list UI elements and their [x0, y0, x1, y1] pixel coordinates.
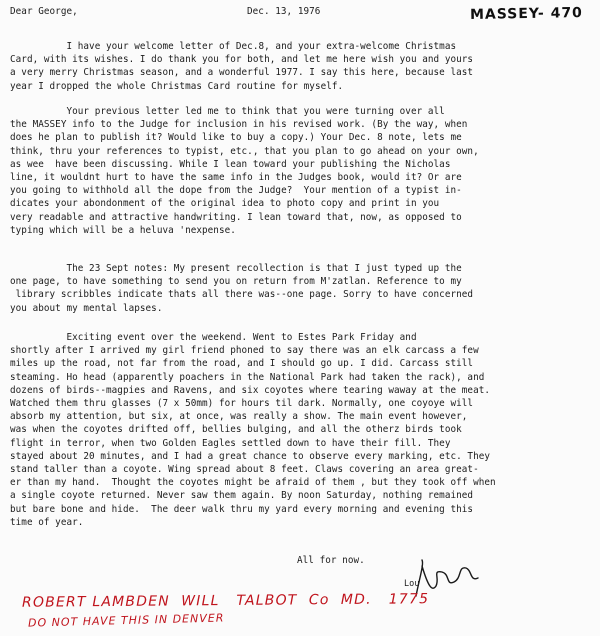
- handwritten-annotation-denver: DO NOT HAVE THIS IN DENVER: [27, 611, 225, 630]
- signature-name: Lou: [404, 579, 420, 589]
- paragraph-elk-carcass: Exciting event over the weekend. Went to Estes Park Friday and shortly after I arrived my girl friend phoned to say there was an elk carcass a few miles up the road, not far from the road, and I should go up. I did. Carcass still steaming. Ho head (apparently poachers in the National Park had taken the rack), and dozens of birds--magpies and Ravens, and six coyotes where tearing waway at the meat. Watched them thru glasses (7 x 50mm) for hours til dark. Normally, one coyoye will absorb my attention, but six, at once, was really a show. The main event however, was when the coyotes drifted off, bellies bulging, and all the otherz birds took flight in terror, when two Golden Eagles settled down to have their fill. They stayed about 20 minutes, and I had a great chance to observe every marking, etc. They stand taller than a coyote. Wing spread about 8 feet. Claws covering an area great- er than my hand. Thought the coyotes might be afraid of them , but they took off when a single coyote returned. Never saw them again. By noon Saturday, nothing remained but bare bone and hide. The deer walk thru my yard every morning and evening this time of year.: [10, 332, 496, 528]
- closing: All for now.: [297, 555, 365, 566]
- paragraph-christmas: I have your welcome letter of Dec.8, and your extra-welcome Christmas Card, with its wishes. I do thank you for both, and let me here wish you and yours a very merry Christmas season, and a wonderful 1977. I say this here, because last year I dropped the whole Christmas Card routine for myself.: [10, 41, 474, 92]
- salutation: Dear George,: [10, 6, 78, 17]
- handwritten-annotation-lambden: ROBERT LAMBDEN WILL TALBOT Co MD. 1775: [21, 591, 430, 611]
- file-reference-handwritten: MASSEY- 470: [469, 5, 583, 23]
- paragraph-sept-notes: The 23 Sept notes: My present recollection is that I just typed up the one page, to have something to send you on return from M'zatlan. Reference to my library scribbles indicate thats all there was--one page. Sorry to have concerned you about my mental lapses.: [10, 263, 474, 314]
- letter-date: Dec. 13, 1976: [247, 6, 321, 17]
- paragraph-massey-info: Your previous letter led me to think that you were turning over all the MASSEY info to the Judge for inclusion in his revised work. (By the way, when does he plan to publish it? Would like to buy a copy.) Your Dec. 8 note, lets me think, thru your references to typist, etc., that you plan to go ahead on your own, as wee have been discussing. While I lean toward your publishing the Nicholas line, it wouldnt hurt to have the same info in the Judges book, would it? Or are you going to withhold all the dope from the Judge? Your mention of a typist in- dicates your abondonment of the original idea to photo copy and print in you very readable and attractive handwriting. I lean toward that, now, as opposed to typing which will be a heluva 'nexpense.: [10, 106, 479, 236]
